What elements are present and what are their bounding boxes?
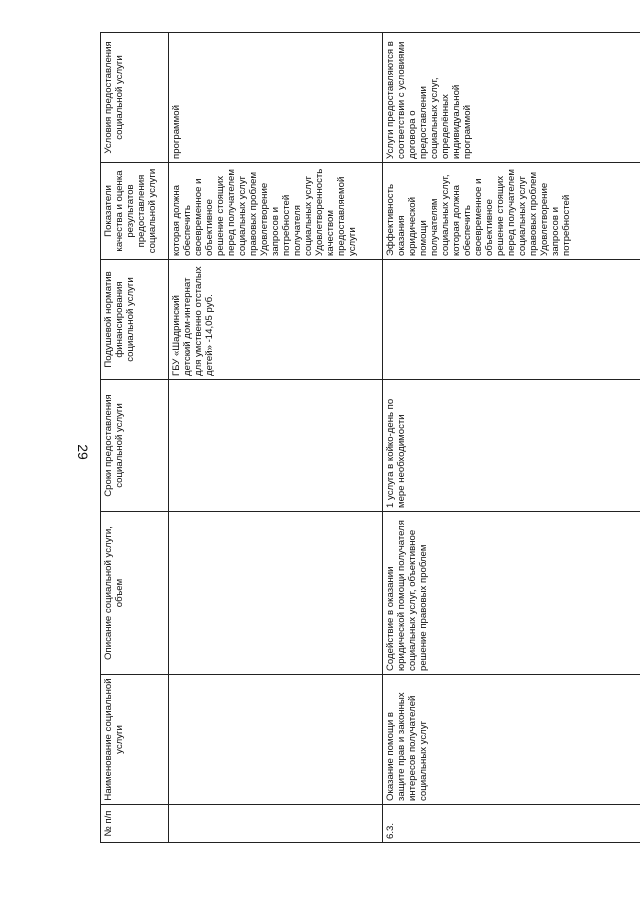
cell-name: [169, 675, 383, 805]
cell-norm: [383, 260, 640, 380]
header-name: Наименование социальной услуги: [101, 675, 169, 805]
cell-name: Оказание помощи в защите прав и законных интересов получателей социальных услуг: [383, 675, 640, 805]
social-services-table: [100, 32, 640, 843]
rotated-table-container: [100, 33, 640, 843]
page-number: 29: [75, 444, 91, 460]
cell-conditions: Услуги предоставляются в соответствии с условиями договора о предоставлении социальных услуг, определённых индивидуальной программой: [383, 33, 640, 163]
table-row: [169, 33, 383, 843]
table-header-row: [101, 33, 169, 843]
cell-indicators: которая должна обеспечить своевременное и объективное решение стоящих перед получателем социальных услуг правовых проблем Удовлетворение запросов и потребностей получателя социальных услуг Удовлетворенность качеством предоставляемой услуги: [169, 163, 383, 260]
cell-num: [169, 805, 383, 843]
cell-conditions: программой: [169, 33, 383, 163]
cell-norm: ГБУ «Шадринский детский дом-интернат для умственно отсталых детей» -14,05 руб.: [169, 260, 383, 380]
header-norm: Подушевой норматив финансирования социальной услуги: [101, 260, 169, 380]
header-indicators: Показатели качества и оценка результатов предоставления социальной услуги: [101, 163, 169, 260]
header-description: Описание социальной услуги, объем: [101, 512, 169, 675]
cell-indicators: Эффективность оказания юридической помощи получателям социальных услуг, которая должна обеспечить своевременное и объективное решение стоящих перед получателем социальных услуг правовых проблем Удовлетворение запросов и потребностей: [383, 163, 640, 260]
cell-description: Содействие в оказании юридической помощи получателя социальных услуг, объективное решение правовых проблем: [383, 512, 640, 675]
header-conditions: Условия предоставления социальной услуги: [101, 33, 169, 163]
header-num: № п/п: [101, 805, 169, 843]
table-row: [383, 33, 640, 843]
cell-num: 6.3.: [383, 805, 640, 843]
cell-terms: [169, 380, 383, 512]
header-terms: Сроки предоставления социальной услуги: [101, 380, 169, 512]
cell-terms: 1 услуга в койко-день по мере необходимости: [383, 380, 640, 512]
cell-description: [169, 512, 383, 675]
